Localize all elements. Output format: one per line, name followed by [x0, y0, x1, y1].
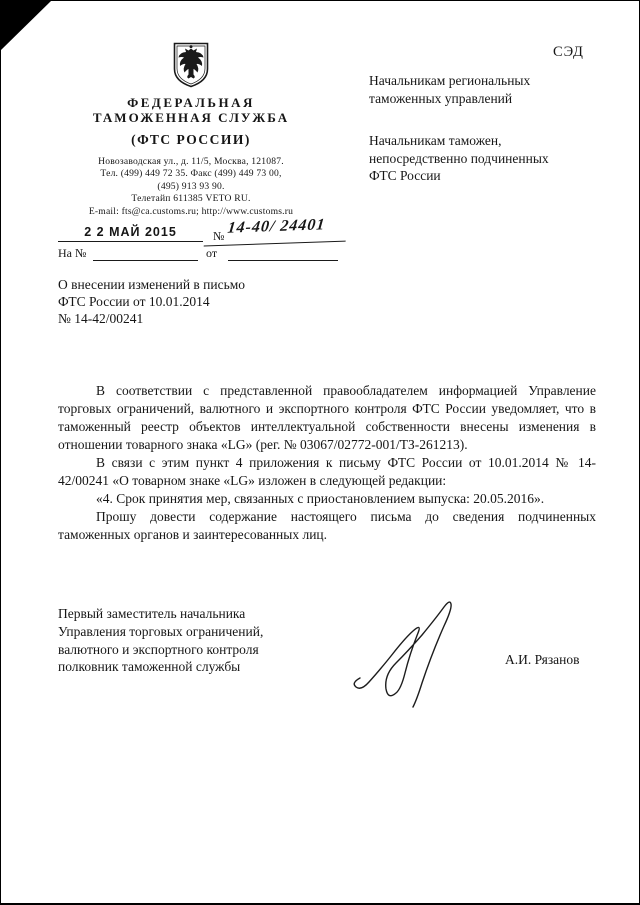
reply-reference-row	[58, 244, 358, 264]
subject-line: № 14-42/00241	[58, 311, 144, 327]
addressee-line: непосредственно подчиненных	[369, 150, 549, 166]
signatory-position-line: полковник таможенной службы	[58, 659, 241, 675]
org-address-block	[41, 156, 341, 218]
org-name-line2: ТАМОЖЕННАЯ СЛУЖБА	[92, 110, 290, 125]
outgoing-reference-row	[58, 216, 358, 246]
coat-of-arms-icon	[172, 41, 210, 89]
signatory-position-line: Первый заместитель начальника	[58, 606, 246, 621]
address-line: Тел. (499) 449 72 35. Факс (499) 449 73 00,	[100, 168, 282, 180]
reply-to-label: На №	[58, 246, 87, 260]
reply-number-blank-line	[93, 244, 198, 261]
signatory-position-line: валютного и экспортного контроля	[58, 641, 259, 657]
addressee-line: Начальникам региональных	[369, 73, 531, 88]
addressee-block-customs	[369, 132, 549, 185]
addressee-block-regional	[369, 72, 530, 107]
org-name-line1: ФЕДЕРАЛЬНАЯ	[127, 95, 255, 110]
outgoing-number-handwritten: 14-40/ 24401	[204, 215, 349, 246]
letterhead	[41, 41, 341, 218]
signatory-name: А.И. Рязанов	[505, 652, 580, 667]
addressee-line: Начальникам таможен,	[369, 133, 502, 148]
signatory-position-line: Управления торговых ограничений,	[58, 623, 264, 639]
subject-line: ФТС России от 10.01.2014	[58, 294, 210, 310]
addressee-line: таможенных управлений	[369, 90, 513, 106]
subject-block	[58, 276, 308, 328]
subject-line: О внесении изменений в письмо	[58, 277, 246, 292]
address-line: (495) 913 93 90.	[157, 180, 225, 192]
org-abbreviation: (ФТС РОССИИ)	[131, 132, 251, 147]
number-sign: №	[213, 229, 225, 243]
body-paragraph: В соответствии с представленной правообладателем информацией Управление торговых ограничений, валютного и экспортного контроля ФТС России уведомляет, что в таможенный реестр объектов интеллектуальной собственности внесены изменения в отношении товарного знака «LG» (рег. № 03067/02772-001/ТЗ-261213).	[58, 383, 596, 452]
address-line: Телетайп 611385 VETO RU.	[131, 193, 251, 205]
letter-body	[58, 382, 596, 544]
sed-label: СЭД	[553, 44, 584, 60]
address-line: E-mail: fts@ca.customs.ru; http://www.customs.ru	[88, 205, 294, 217]
addressee-line: ФТС России	[369, 168, 441, 183]
body-paragraph: «4. Срок принятия мер, связанных с приостановлением выпуска: 20.05.2016».	[96, 491, 545, 506]
handwritten-signature	[346, 596, 481, 711]
address-line: Новозаводская ул., д. 11/5, Москва, 121087.	[98, 156, 284, 167]
reply-date-blank-line	[228, 244, 338, 261]
date-stamp: 2 2 МАЙ 2015	[58, 222, 203, 242]
body-paragraph: В связи с этим пункт 4 приложения к письму ФТС России от 10.01.2014 № 14-42/00241 «О товарном знаке «LG» изложен в следующей редакции:	[58, 455, 596, 488]
body-paragraph: Прошу довести содержание настоящего письма до сведения подчиненных таможенных органов и заинтересованных лиц.	[58, 509, 596, 542]
signatory-position	[58, 605, 328, 676]
from-label: от	[206, 246, 218, 260]
